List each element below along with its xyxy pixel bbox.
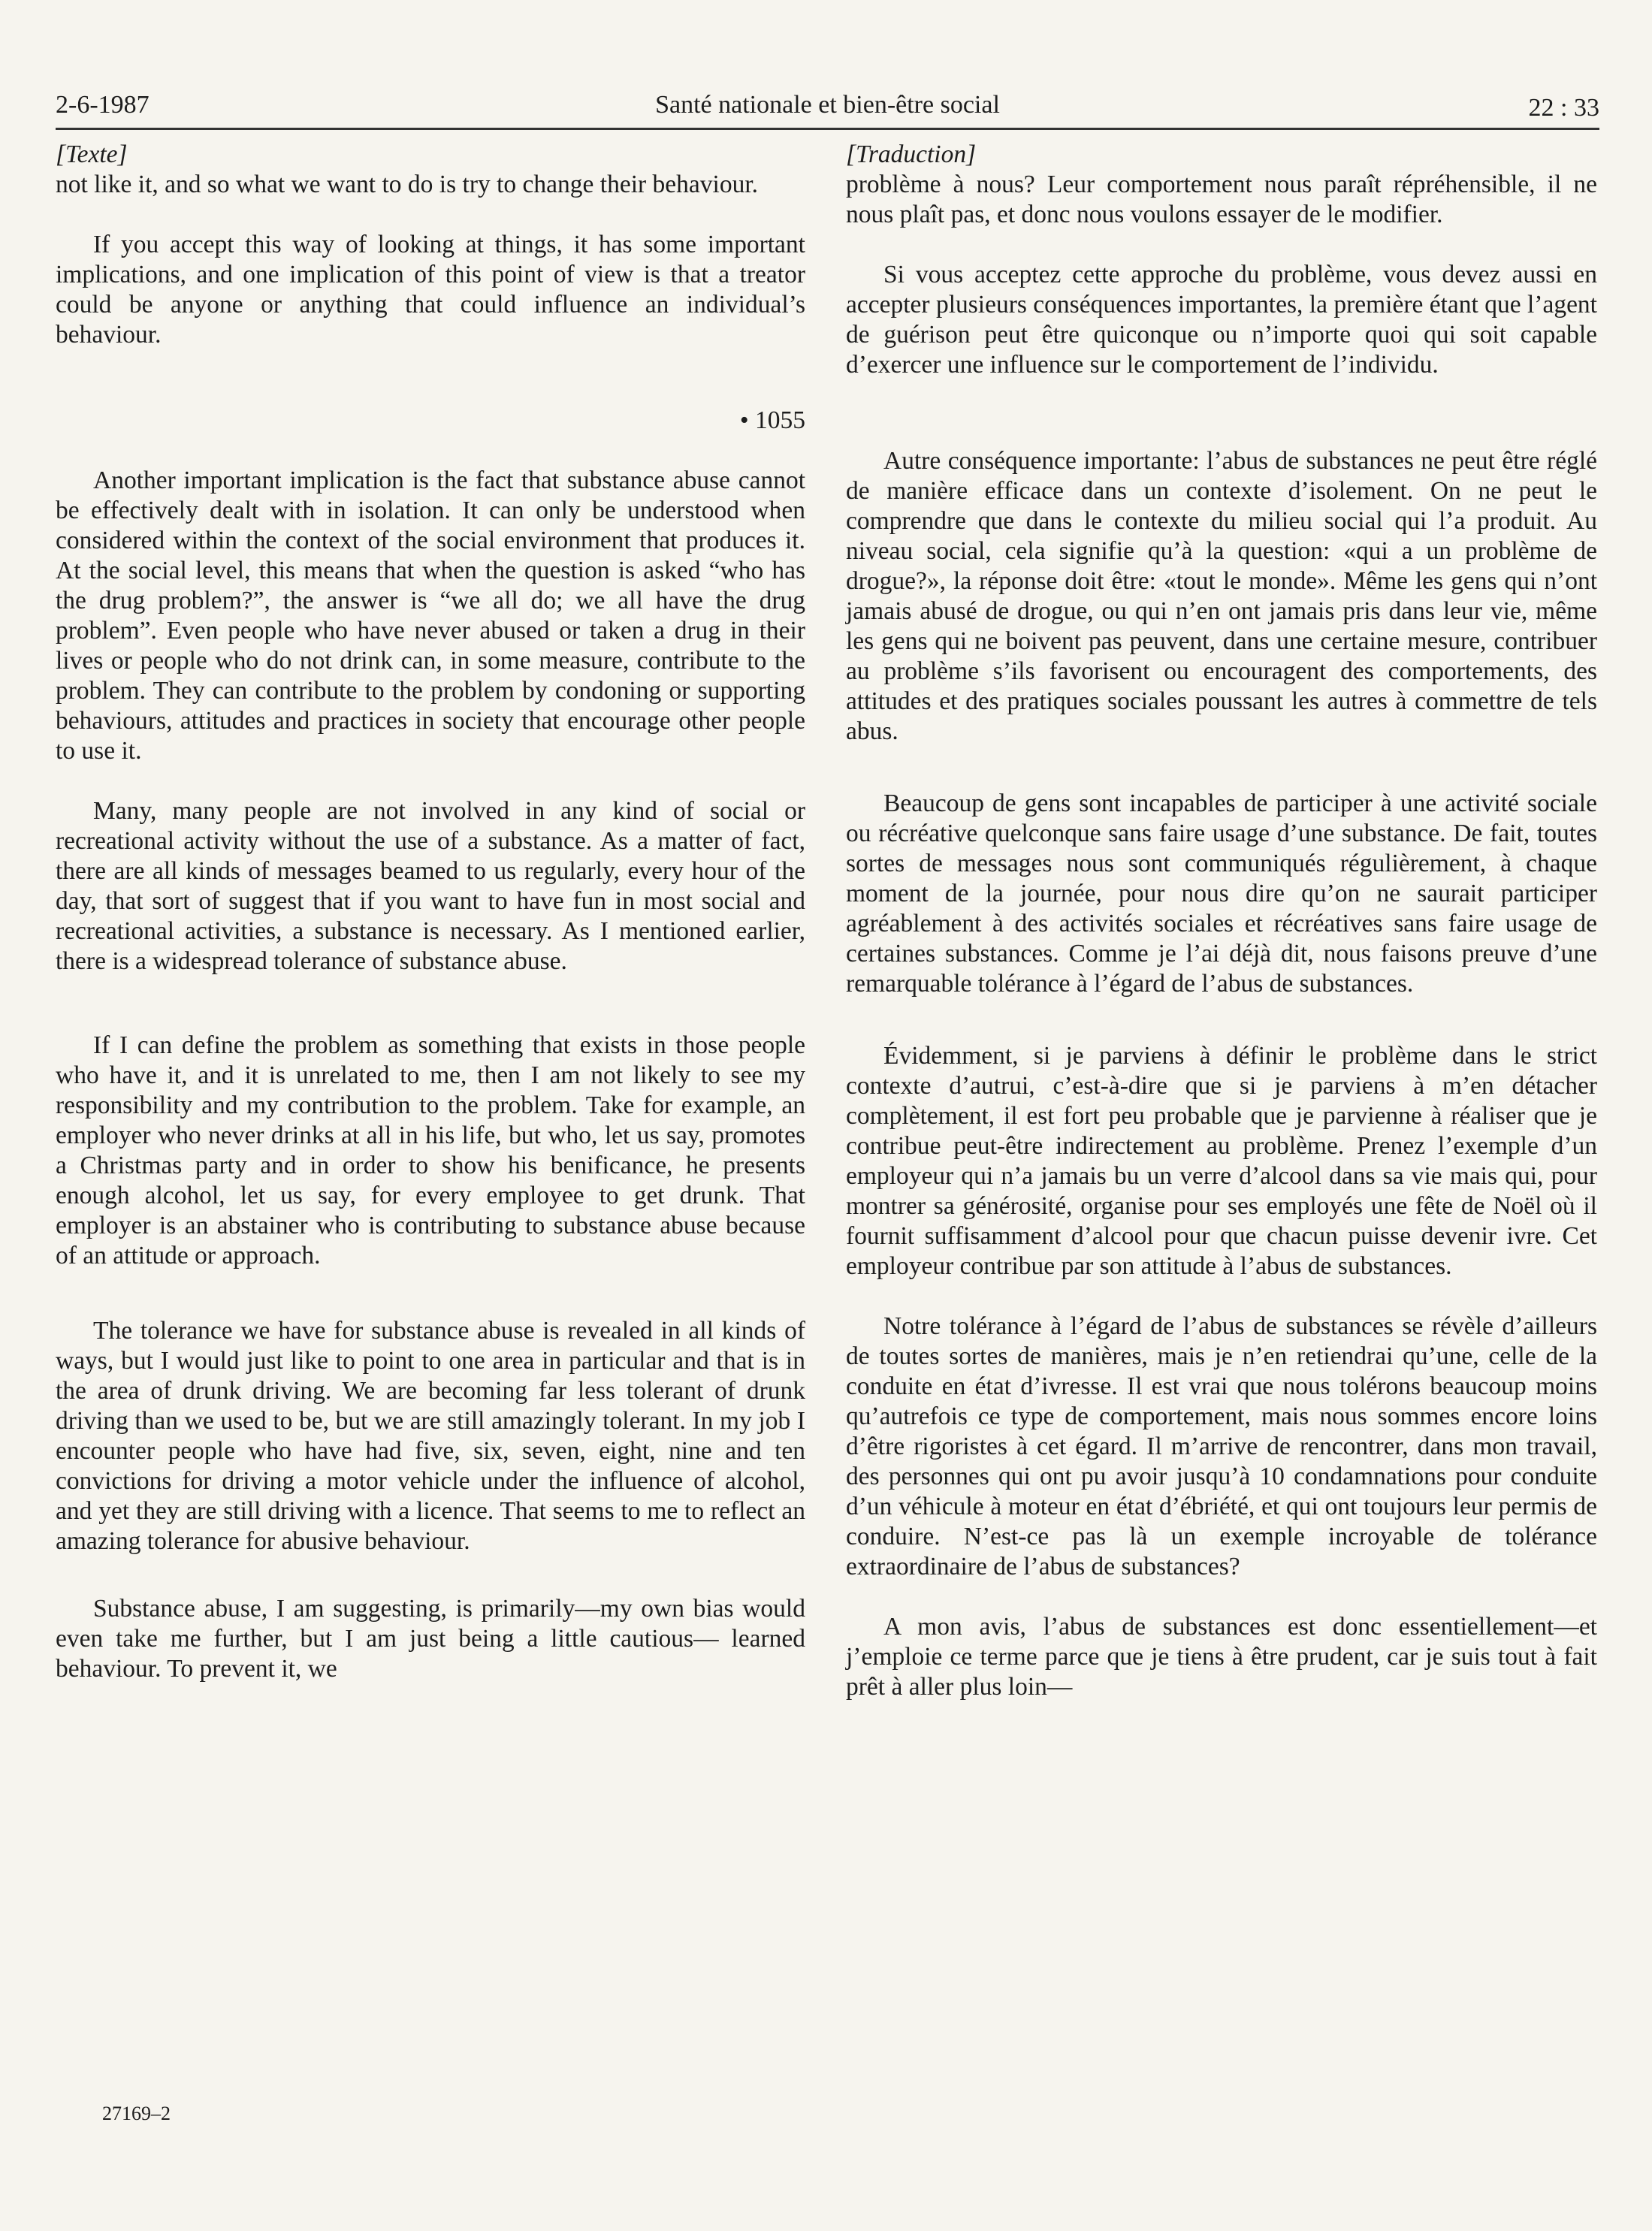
paragraph: The tolerance we have for substance abuse is revealed in all kinds of ways, but I would just like to point to one area in particular and that is in the area of drunk driving. We are becoming far less tolerant of drunk driving than we used to be, but we are still amazingly tolerant. In my job I encounter people who have had five, six, seven, eight, nine and ten convictions for driving a motor vehicle under the influence of alcohol, and yet they are still driving with a licence. That seems to me to reflect an amazing tolerance for abusive behaviour.: [56, 1317, 805, 1555]
paragraph: Substance abuse, I am suggesting, is primarily—my own bias would even take me further, but I am just being a little cautious— learned behaviour. To prevent it, we: [56, 1595, 805, 1683]
paragraph: If I can define the problem as something that exists in those people who have it, and it is unrelated to me, then I am not likely to see my responsibility and my contribution to the problem. Take for example, an employer who never drinks at all in his life, but who, let us say, promotes a Christmas party and in order to show his benificance, he presents enough alcohol, let us say, for every employee to get drunk. That employer is an abstainer who is contributing to substance abuse because of an attitude or approach.: [56, 1031, 805, 1269]
header-title: Santé nationale et bien-être social: [655, 91, 1000, 119]
paragraph: Beaucoup de gens sont incapables de participer à une activité sociale ou récréative quelconque sans faire usage d’une substance. De fait, toutes sortes de messages nous sont communiqués régulièrement, à chaque moment de la journée, pour nous dire qu’on ne saurait participer agréablement à des activités sociales et récréatives sans faire usage de certaines substances. Comme je l’ai déjà dit, nous faisons preuve d’une remarquable tolérance à l’égard de l’abus de substances.: [846, 789, 1597, 998]
paragraph: Autre conséquence importante: l’abus de substances ne peut être réglé de manière efficace dans un contexte d’isolement. On ne peut le comprendre que dans le contexte du milieu social qui l’a produit. Au niveau social, cela signifie qu’à la question: «qui a un problème de drogue?», la réponse doit être: «tout le monde». Même les gens qui n’ont jamais abusé de drogue, ou qui n’en ont jamais pris dans leur vie, même les gens qui ne boivent pas peuvent, dans une certaine mesure, contribuer au problème s’ils favorisent ou encouragent des comportements, des attitudes et des pratiques sociales poussant les autres à commettre de tels abus.: [846, 447, 1597, 745]
paragraph: not like it, and so what we want to do is try to change their behaviour.: [56, 171, 759, 198]
paragraph: A mon avis, l’abus de substances est donc essentiellement—et j’emploie ce terme parce que je tiens à être prudent, car je suis tout à fait prêt à aller plus loin—: [846, 1613, 1597, 1701]
timestamp: • 1055: [739, 406, 805, 434]
print-code: 27169–2: [102, 2103, 171, 2124]
paragraph: If you accept this way of looking at things, it has some important implications, and one implication of this point of view is that a treator could be anyone or anything that could influence an individual’s behaviour.: [56, 231, 805, 349]
column-tag-texte: [Texte]: [56, 140, 128, 168]
paragraph: Si vous acceptez cette approche du problème, vous devez aussi en accepter plusieurs conséquences importantes, la première étant que l’agent de guérison peut être quiconque ou n’importe quoi qui soit capable d’exercer une influence sur le comportement de l’individu.: [846, 261, 1597, 379]
header-date: 2-6-1987: [56, 91, 149, 119]
paragraph: problème à nous? Leur comportement nous paraît répréhensible, il ne nous plaît pas, et donc nous voulons essayer de le modifier.: [846, 171, 1597, 228]
french-column: [846, 140, 1597, 1732]
running-header: [56, 83, 1599, 128]
paragraph: Many, many people are not involved in any kind of social or recreational activity without the use of a substance. As a matter of fact, there are all kinds of messages beamed to us regularly, every hour of the day, that sort of suggest that if you want to have fun in most social and recreational activities, a substance is necessary. As I mentioned earlier, there is a widespread tolerance of substance abuse.: [56, 797, 805, 975]
column-tag-traduction: [Traduction]: [846, 140, 977, 168]
header-rule: [56, 128, 1599, 130]
page-number: 22 : 33: [1528, 94, 1599, 122]
english-column: [56, 140, 805, 1714]
paragraph: Évidemment, si je parviens à définir le problème dans le strict contexte d’autrui, c’est-à-dire que si je parviens à m’en détacher complètement, il est fort peu probable que je parvienne à réaliser que je contribue peut-être indirectement au problème. Prenez l’exemple d’un employeur qui n’a jamais bu un verre d’alcool dans sa vie mais qui, pour montrer sa générosité, organise pour ses employés une fête de Noël où il fournit suffisamment d’alcool pour que chacun puisse devenir ivre. Cet employeur contribue par son attitude à l’abus de substances.: [846, 1042, 1597, 1280]
paragraph: Another important implication is the fact that substance abuse cannot be effectively dealt with in isolation. It can only be understood when considered within the context of the social environment that produces it. At the social level, this means that when the question is asked “who has the drug problem?”, the answer is “we all do; we all have the drug problem”. Even people who have never abused or taken a drug in their lives or people who do not drink can, in some measure, contribute to the problem. They can contribute to the problem by condoning or supporting behaviours, attitudes and practices in society that encourage other people to use it.: [56, 466, 805, 765]
paragraph: Notre tolérance à l’égard de l’abus de substances se révèle d’ailleurs de toutes sortes de manières, mais je n’en retiendrai qu’une, celle de la conduite en état d’ivresse. Il est vrai que nous tolérons beaucoup moins qu’autrefois ce type de comportement, mais nous sommes encore loins d’être rigoristes à cet égard. Il m’arrive de rencontrer, dans mon travail, des personnes qui ont pu avoir jusqu’à 10 condamnations pour conduite d’un véhicule à moteur en état d’ébriété, et qui ont toujours leur permis de conduire. N’est-ce pas là un exemple incroyable de tolérance extraordinaire de l’abus de substances?: [846, 1312, 1597, 1580]
